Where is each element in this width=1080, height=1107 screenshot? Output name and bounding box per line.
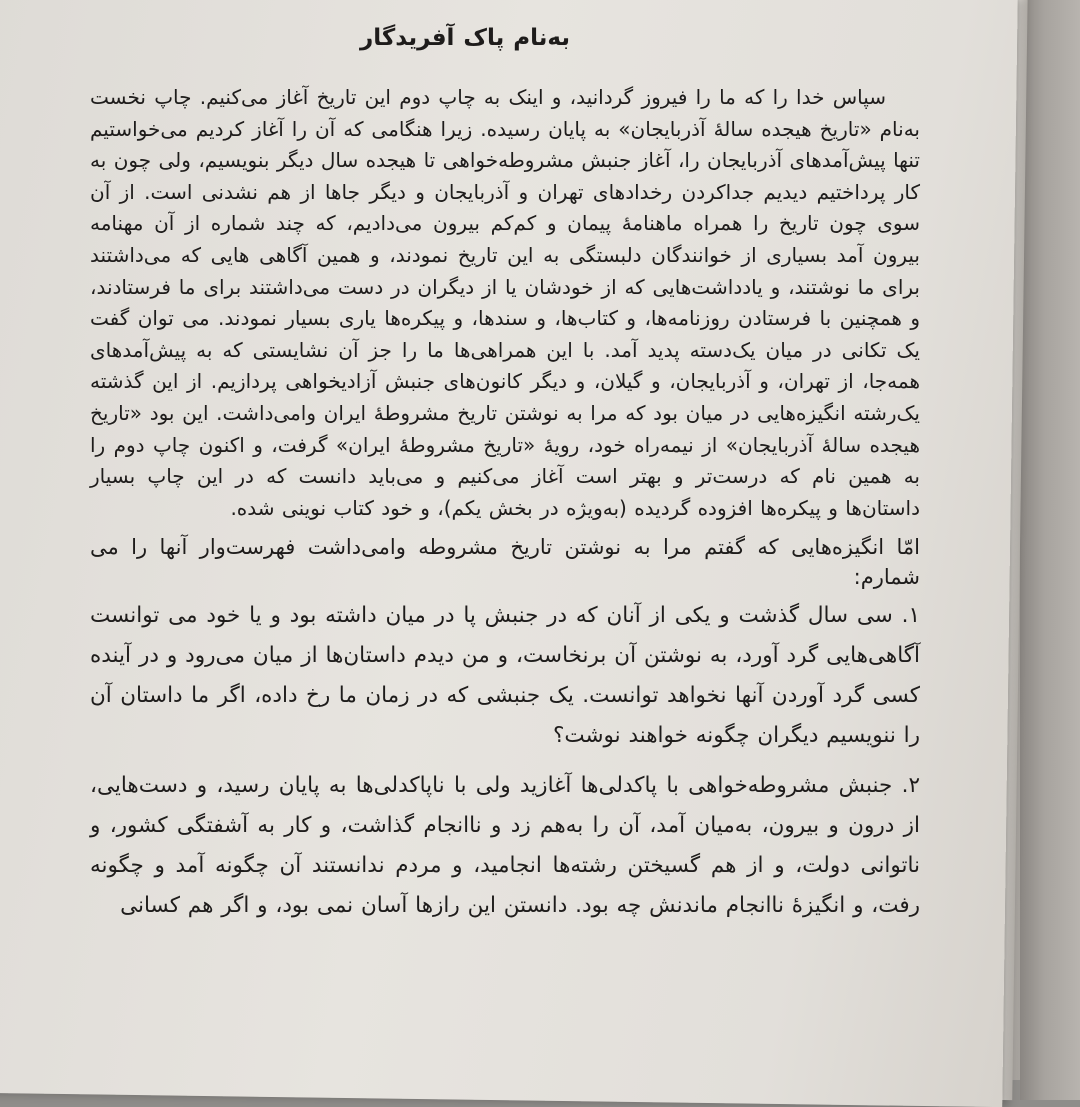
page-heading: به‌نام پاک آفریدگار [360, 25, 570, 51]
page-text [90, 22, 920, 926]
reason-1-paragraph: ۱. سی سال گذشت و یکی از آنان که در جنبش پا در میان داشته بود و یا خود می توانست آگاهی‌هایی گرد آورد، به نوشتن آن برنخاست، و من دیدم داستان‌ها از میان می‌رود و در آینده کسی گرد آوردن آنها نخواهد توانست. یک جنبشی که در زمان ما رخ داده، اگر ما داستان آن را ننویسیم دیگران چگونه خواهند نوشت؟ [90, 603, 920, 749]
reasons-intro-paragraph: امّا انگیزه‌هایی که گفتم مرا به نوشتن تاریخ مشروطه وامی‌داشت فهرست‌وار آنها را می شمارم: [90, 535, 920, 590]
intro-paragraph: سپاس خدا را که ما را فیروز گردانید، و اینک به چاپ دوم این تاریخ آغاز می‌کنیم. چاپ نخست به‌نام «تاریخ هیجده سالهٔ آذربایجان» به پایان رسیده. زیرا هنگامی که آن را آغاز کردیم می‌خواستیم تنها پیش‌آمدهای آذربایجان را، آغاز جنبش مشروطه‌خواهی تا هیجده سال دیگر بنویسیم، ولی چون به کار پرداختیم دیدیم جداکردن رخدادهای تهران و آذربایجان و دیگر جاها از هم نشدنی است. از آن سوی چون تاریخ را همراه ماهنامهٔ پیمان و کم‌کم بیرون می‌دادیم، که چند شماره از آن مهنامه بیرون آمد بسیاری از خوانندگان دلبستگی به این تاریخ نمودند، و همین آگاهی هایی که می‌داشتند برای ما نوشتند، و یادداشت‌هایی که از خودشان یا از دیگران در دست می‌داشتند برای ما فرستادند، و همچنین با فرستادن روزنامه‌ها، و کتاب‌ها، و سندها، و پیکره‌ها یاری بسیار نمودند. می توان گفت یک تکانی در میان یک‌دسته پدید آمد. با این همراهی‌ها ما را جز آن نشایستی که به پیش‌آمدهای همه‌جا، از تهران، و آذربایجان، و گیلان، و دیگر کانون‌های جنبش آزادیخواهی پردازیم. از این گذشته یک‌رشته انگیزه‌هایی در میان بود که مرا به نوشتن تاریخ مشروطهٔ ایران وامی‌داشت. این بود «تاریخ هیجده سالهٔ آذربایجان» از نیمه‌راه خود، رویهٔ «تاریخ مشروطهٔ ایران» گرفت، و اکنون چاپ دوم را به همین نام که درست‌تر و بهتر است آغاز می‌کنیم و می‌باید دانست که در این چاپ بسیار داستان‌ها و پیکره‌ها افزوده گردیده (به‌ویژه در بخش یکم)، و خود کتاب نوینی شده. [90, 85, 920, 520]
reason-2-paragraph: ۲. جنبش مشروطه‌خواهی با پاکدلی‌ها آغازید ولی با ناپاکدلی‌ها به پایان رسید، و دست‌هایی، از درون و بیرون، به‌میان آمد، آن را به‌هم زد و ناانجام گذاشت، و کار به آشفتگی کشور، و ناتوانی دولت، و از هم گسیختن رشته‌ها انجامید، و مردم ندانستند آن چگونه آمد و چگونه رفت، و انگیزهٔ ناانجام ماندنش چه بود. دانستن این رازها آسان نمی بود، و اگر هم کسانی [90, 773, 920, 919]
book-edge [1020, 0, 1080, 1100]
